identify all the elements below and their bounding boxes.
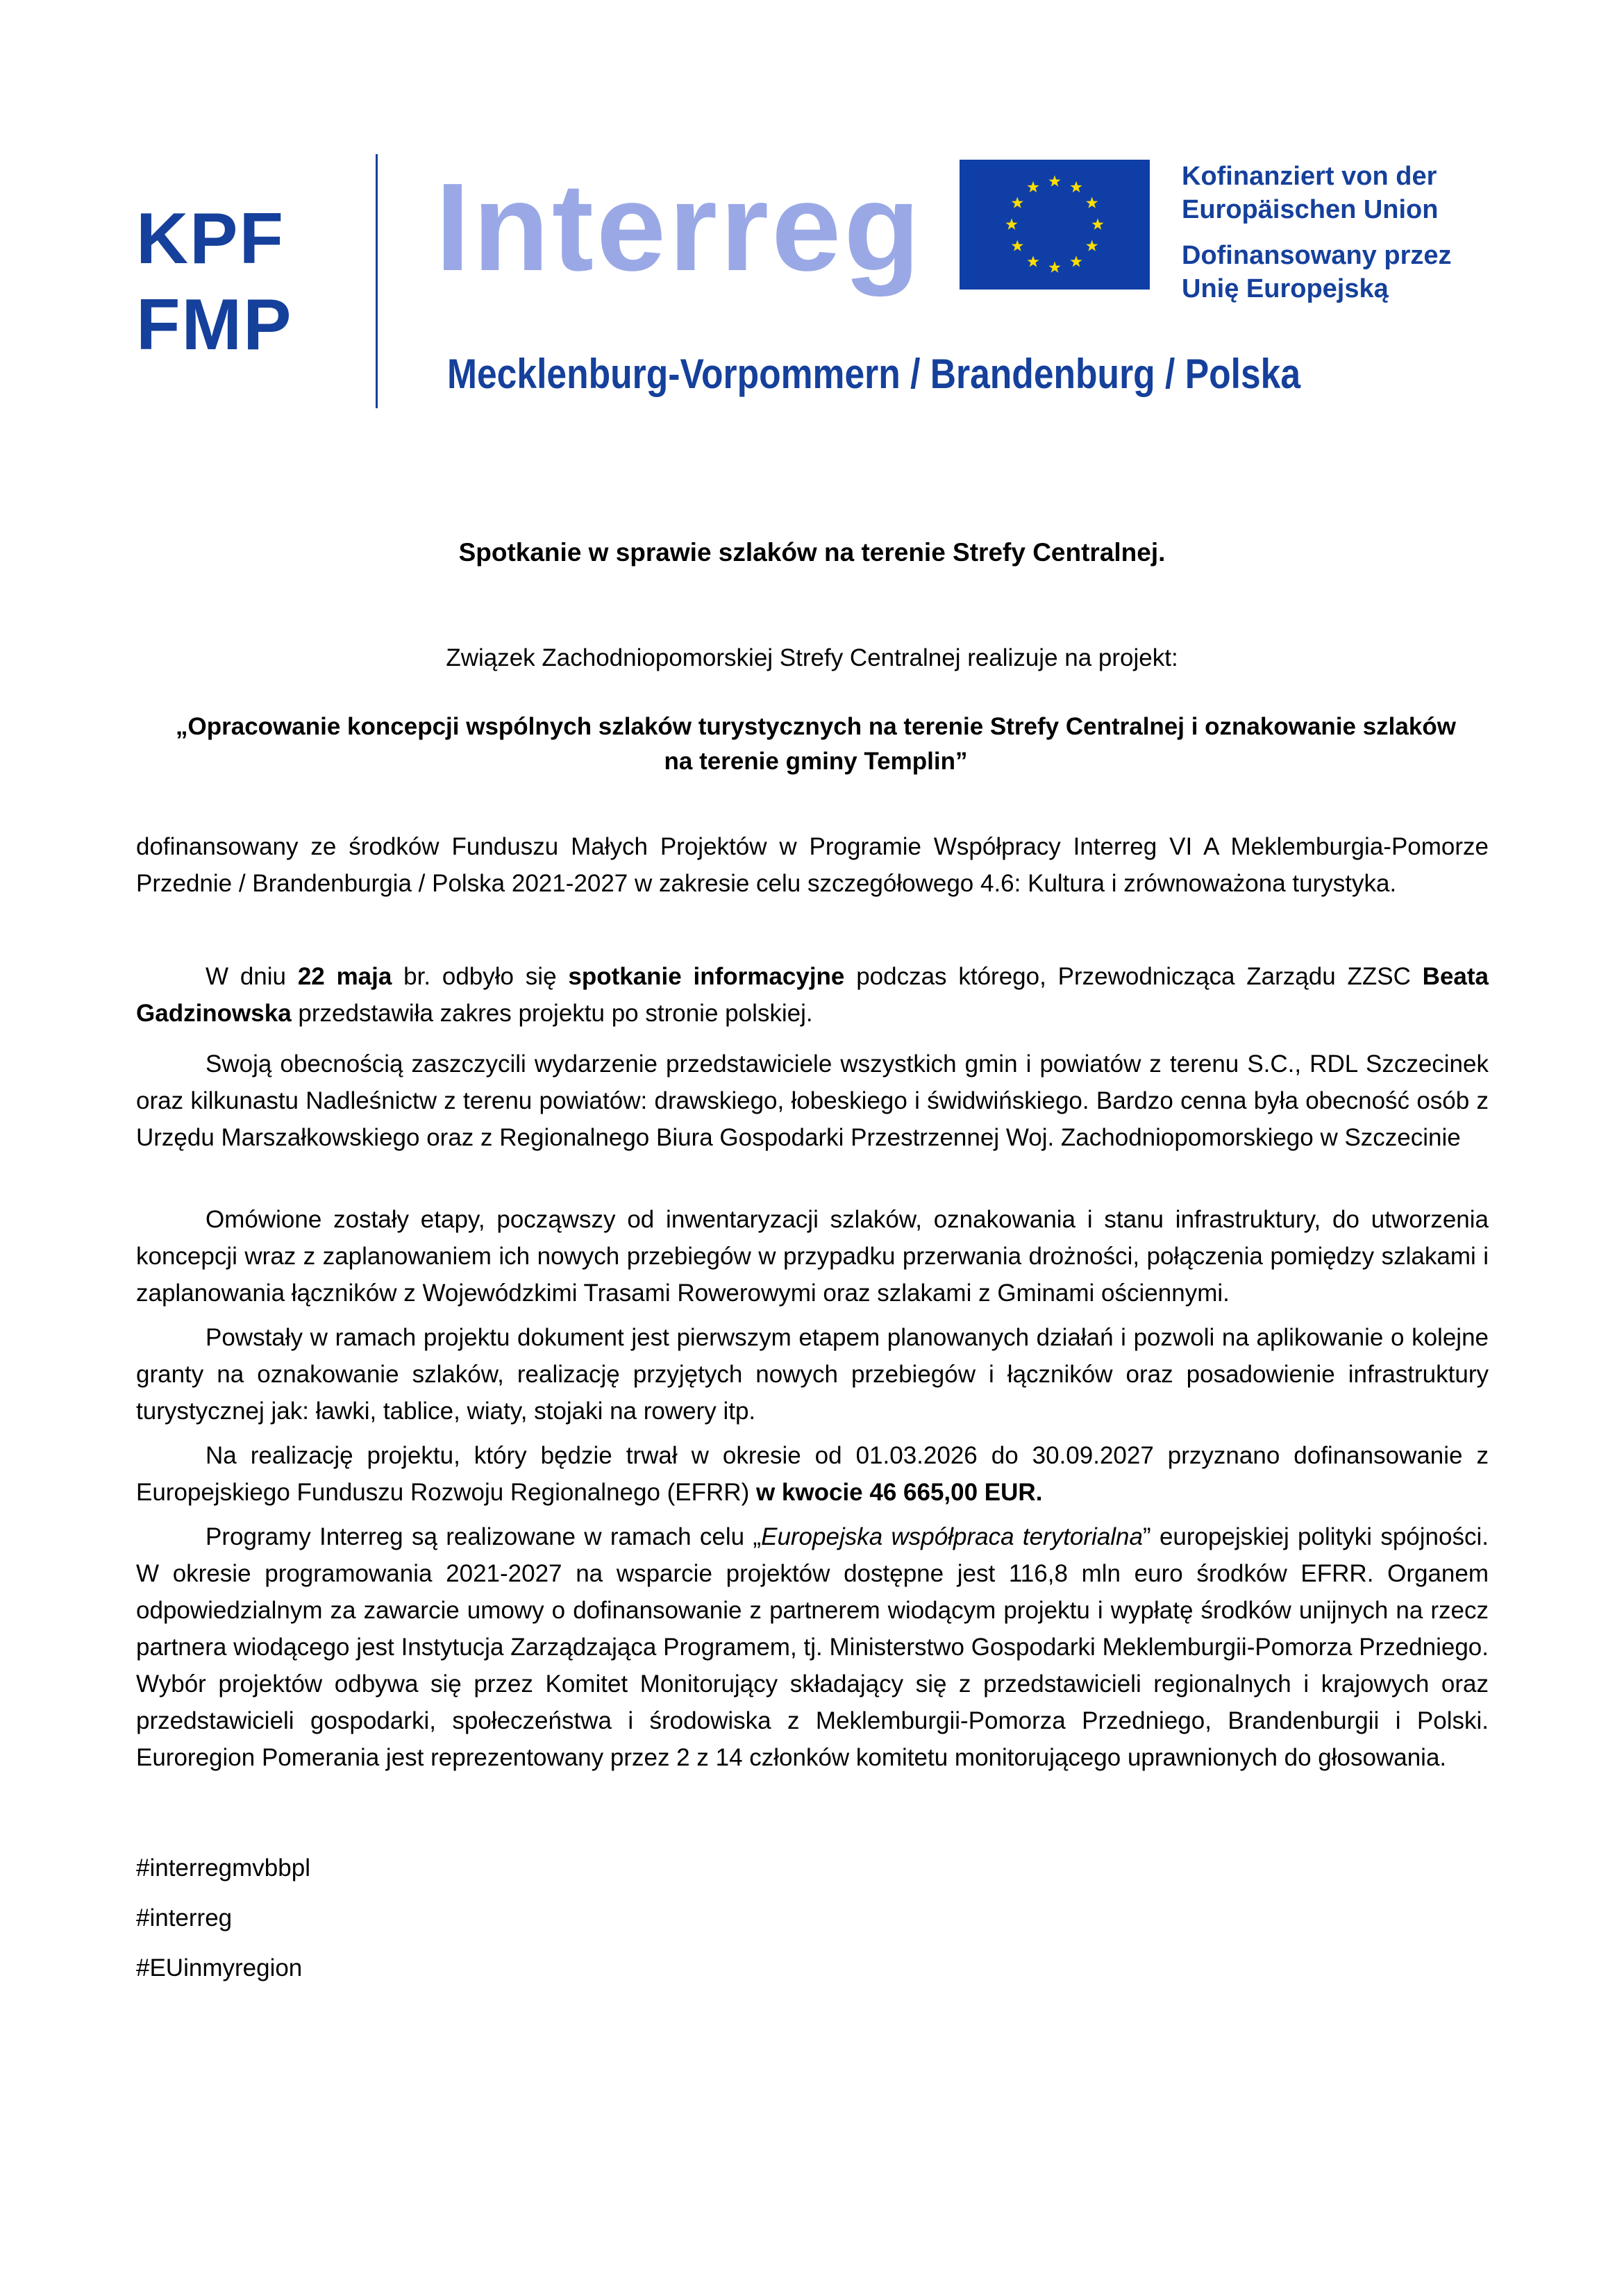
paragraph-funding-amount xyxy=(136,1437,1489,1511)
eu-star-icon xyxy=(1012,240,1023,251)
p1-text-2: br. odbyło się xyxy=(392,963,569,990)
eu-stars-icon xyxy=(960,160,1150,290)
p1-text-4: przedstawiła zakres projektu po stronie polskiej. xyxy=(291,1000,813,1027)
eu-de-line1: Kofinanziert von der xyxy=(1182,162,1437,191)
p6-text-2: ” europejskiej polityki spójności. W okresie programowania 2021-2027 na wsparcie projektów dostępne jest 116,8 mln euro środków EFRR. Organem odpowiedzialnym za zawarcie umowy o dofinansowanie z partnerem wiodącym projektu i wypłatę środków unijnych na rzecz partnera wiodącego jest Instytucja Zarządzająca Programem, tj. Ministerstwo Gospodarki Meklemburgii-Pomorza Przedniego. Wybór projektów odbywa się przez Komitet Monitorujący składający się z przedstawicieli regionalnych i krajowych oraz przedstawicieli gospodarki, społeczeństwa i środowiska z Meklemburgii-Pomorza Przedniego, Brandenburgii i Polski. Euroregion Pomerania jest reprezentowany przez 2 z 14 członków komitetu monitorującego uprawnionych do głosowania. xyxy=(136,1523,1489,1771)
kpf-logo-line2: FMP xyxy=(136,285,293,365)
hashtag-euinmyregion: #EUinmyregion xyxy=(136,1954,303,1981)
project-name-line2: na terenie gminy Templin” xyxy=(664,748,968,775)
p5-text-1: Na realizację projektu, który będzie trwał w okresie od 01.03.2026 do 30.09.2027 przyznano dofinansowanie z Europejskiego Funduszu Rozwoju Regionalnego (EFRR) xyxy=(136,1442,1489,1506)
kpf-logo-line1: KPF xyxy=(136,199,285,279)
p6-italic-goal: Europejska współpraca terytorialna xyxy=(761,1523,1143,1550)
p1-bold-meeting: spotkanie informacyjne xyxy=(568,963,845,990)
eu-star-icon xyxy=(1012,197,1023,208)
eu-star-icon xyxy=(1070,181,1082,192)
project-name xyxy=(139,710,1493,779)
eu-star-icon xyxy=(1027,181,1039,192)
eu-de-line2: Europäischen Union xyxy=(1182,195,1439,224)
eu-star-icon xyxy=(1070,255,1082,267)
eu-star-icon xyxy=(1091,219,1103,230)
eu-star-icon xyxy=(1086,240,1098,251)
eu-star-icon xyxy=(1027,255,1039,267)
project-name-line1: „Opracowanie koncepcji wspólnych szlaków turystycznych na terenie Strefy Centralnej i oznakowanie szlaków xyxy=(176,713,1456,740)
interreg-region-line: Mecklenburg-Vorpommern / Brandenburg / Polska xyxy=(447,351,1301,397)
kpf-fmp-logo xyxy=(136,196,293,368)
p1-bold-date: 22 maja xyxy=(297,963,392,990)
logo-divider xyxy=(376,154,378,408)
eu-star-icon xyxy=(1086,197,1098,208)
intro-line: Związek Zachodniopomorskiej Strefy Centralnej realizuje na projekt: xyxy=(446,644,1178,671)
hashtag-interregmvbbpl: #interregmvbbpl xyxy=(136,1854,310,1882)
eu-star-icon xyxy=(1005,219,1017,230)
document-title: Spotkanie w sprawie szlaków na terenie Strefy Centralnej. xyxy=(458,538,1166,567)
eu-star-icon xyxy=(1048,176,1060,187)
p1-text-1: W dniu xyxy=(206,963,298,990)
paragraph-stages: Omówione zostały etapy, począwszy od inwentaryzacji szlaków, oznakowania i stanu infrastruktury, do utworzenia koncepcji wraz z zaplanowaniem ich nowych przebiegów w przypadku przerwania drożności, połączenia pomiędzy szlakami i zaplanowania łączników z Wojewódzkimi Trasami Rowerowymi oraz szlakami z Gminami ościennymi. xyxy=(136,1206,1489,1307)
eu-flag-icon xyxy=(960,160,1150,290)
paragraph-meeting xyxy=(136,958,1489,1032)
eu-star-icon xyxy=(1048,262,1060,273)
p5-bold-amount: w kwocie 46 665,00 EUR. xyxy=(755,1479,1043,1506)
eu-cofinancing-text xyxy=(1182,160,1452,305)
eu-pl-line2: Unię Europejską xyxy=(1182,274,1389,303)
funding-paragraph: dofinansowany ze środków Funduszu Małych Projektów w Programie Współpracy Interreg VI A Meklemburgia-Pomorze Przednie / Brandenburgia / Polska 2021-2027 w zakresie celu szczegółowego 4.6: Kultura i zrównoważona turystyka. xyxy=(136,833,1489,897)
p1-bold-name: Beata Gadzinowska xyxy=(136,963,1489,1027)
p1-text-3: podczas którego, Przewodnicząca Zarządu ZZSC xyxy=(844,963,1423,990)
hashtag-interreg: #interreg xyxy=(136,1904,233,1932)
interreg-logo-word: Interreg xyxy=(435,158,923,297)
paragraph-interreg-programmes xyxy=(136,1518,1489,1776)
eu-pl-line1: Dofinansowany przez xyxy=(1182,241,1452,270)
paragraph-document: Powstały w ramach projektu dokument jest pierwszym etapem planowanych działań i pozwoli na aplikowanie o kolejne granty na oznakowanie szlaków, realizację przyjętych nowych przebiegów i łączników oraz posadowienie infrastruktury turystycznej jak: ławki, tablice, wiaty, stojaki na rowery itp. xyxy=(136,1324,1489,1425)
paragraph-attendees: Swoją obecnością zaszczycili wydarzenie przedstawiciele wszystkich gmin i powiatów z terenu S.C., RDL Szczecinek oraz kilkunastu Nadleśnictw z terenu powiatów: drawskiego, łobeskiego i świdwińskiego. Bardzo cenna była obecność osób z Urzędu Marszałkowskiego oraz z Regionalnego Biura Gospodarki Przestrzennej Woj. Zachodniopomorskiego w Szczecinie xyxy=(136,1050,1489,1151)
p6-text-1: Programy Interreg są realizowane w ramach celu „ xyxy=(206,1523,762,1550)
